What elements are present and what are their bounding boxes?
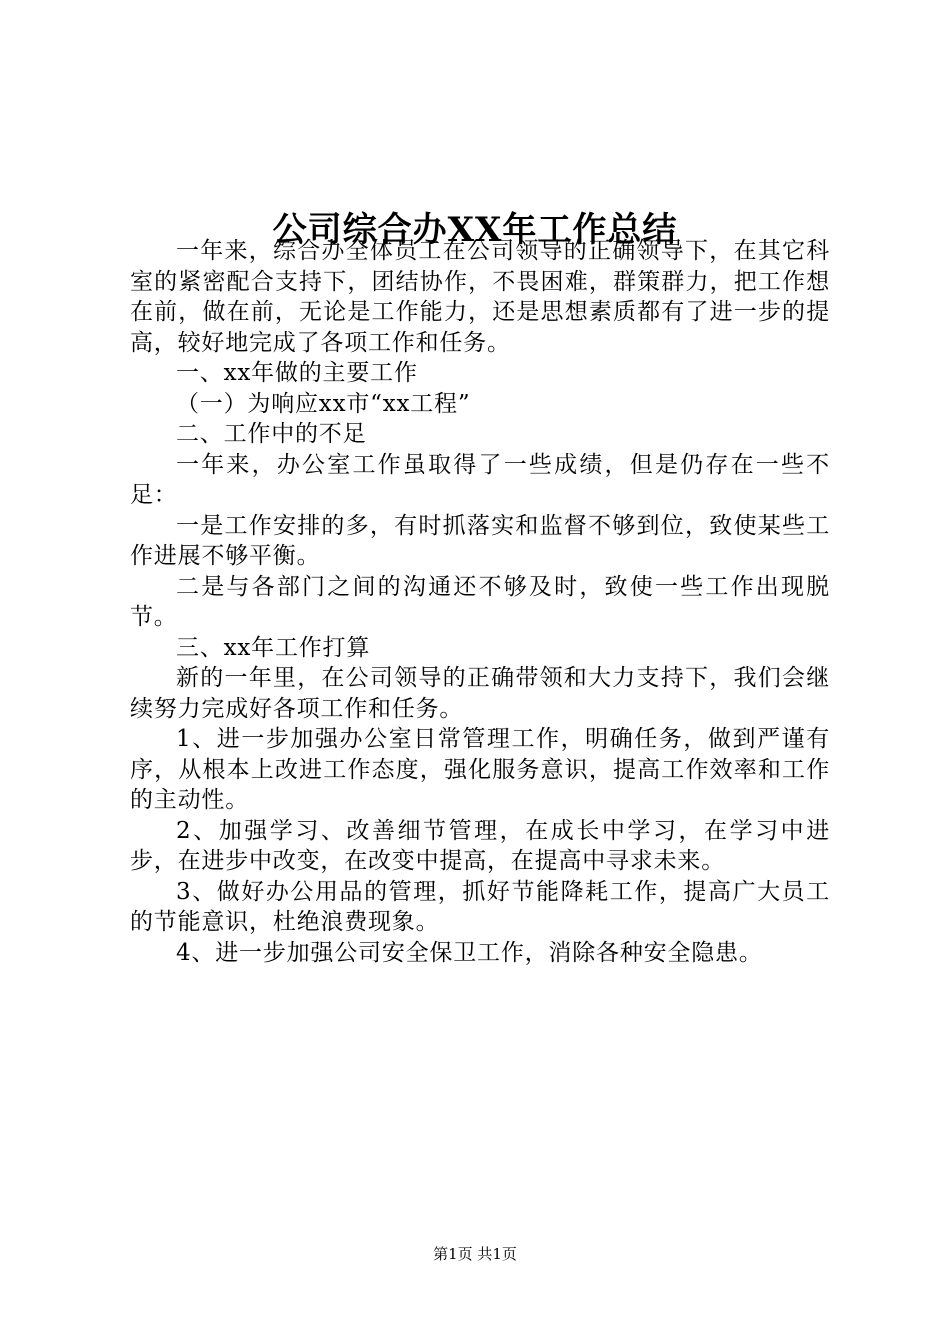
- paragraph-shortcoming-2: 二是与各部门之间的沟通还不够及时，致使一些工作出现脱节。: [130, 573, 830, 630]
- section-heading-plans: 三、xx年工作打算: [176, 634, 371, 661]
- page-footer: 第1页 共1页: [433, 1245, 517, 1263]
- list-item-plan-3: 3、做好办公用品的管理，抓好节能降耗工作，提高广大员工的节能意识，杜绝浪费现象。: [130, 878, 830, 935]
- list-item-plan-4: 4、进一步加强公司安全保卫工作，消除各种安全隐患。: [176, 939, 763, 966]
- subsection-heading-project: （一）为响应xx市“xx工程”: [176, 390, 471, 417]
- section-heading-shortcomings: 二、工作中的不足: [176, 421, 367, 447]
- document-title: 公司综合办XX年工作总结: [272, 209, 678, 250]
- list-item-plan-1: 1、进一步加强办公室日常管理工作，明确任务，做到严谨有序，从根本上改进工作态度，强化服务意识，提高工作效率和工作的主动性。: [130, 726, 830, 813]
- paragraph-shortcoming-1: 一是工作安排的多，有时抓落实和监督不够到位，致使某些工作进展不够平衡。: [130, 512, 830, 569]
- section-heading-main-work: 一、xx年做的主要工作: [176, 360, 418, 386]
- list-item-plan-2: 2、加强学习、改善细节管理，在成长中学习，在学习中进步，在进步中改变，在改变中提高，在提高中寻求未来。: [130, 817, 830, 874]
- paragraph-intro: 一年来，综合办全体员工在公司领导的正确领导下，在其它科室的紧密配合支持下，团结协作，不畏困难，群策群力，把工作想在前，做在前，无论是工作能力，还是思想素质都有了进一步的提高，较好地完成了各项工作和任务。: [130, 238, 830, 356]
- document-body: [130, 236, 830, 968]
- paragraph-shortcomings-intro: 一年来，办公室工作虽取得了一些成绩，但是仍存在一些不足：: [130, 451, 830, 508]
- paragraph-plans-intro: 新的一年里，在公司领导的正确带领和大力支持下，我们会继续努力完成好各项工作和任务。: [130, 665, 830, 722]
